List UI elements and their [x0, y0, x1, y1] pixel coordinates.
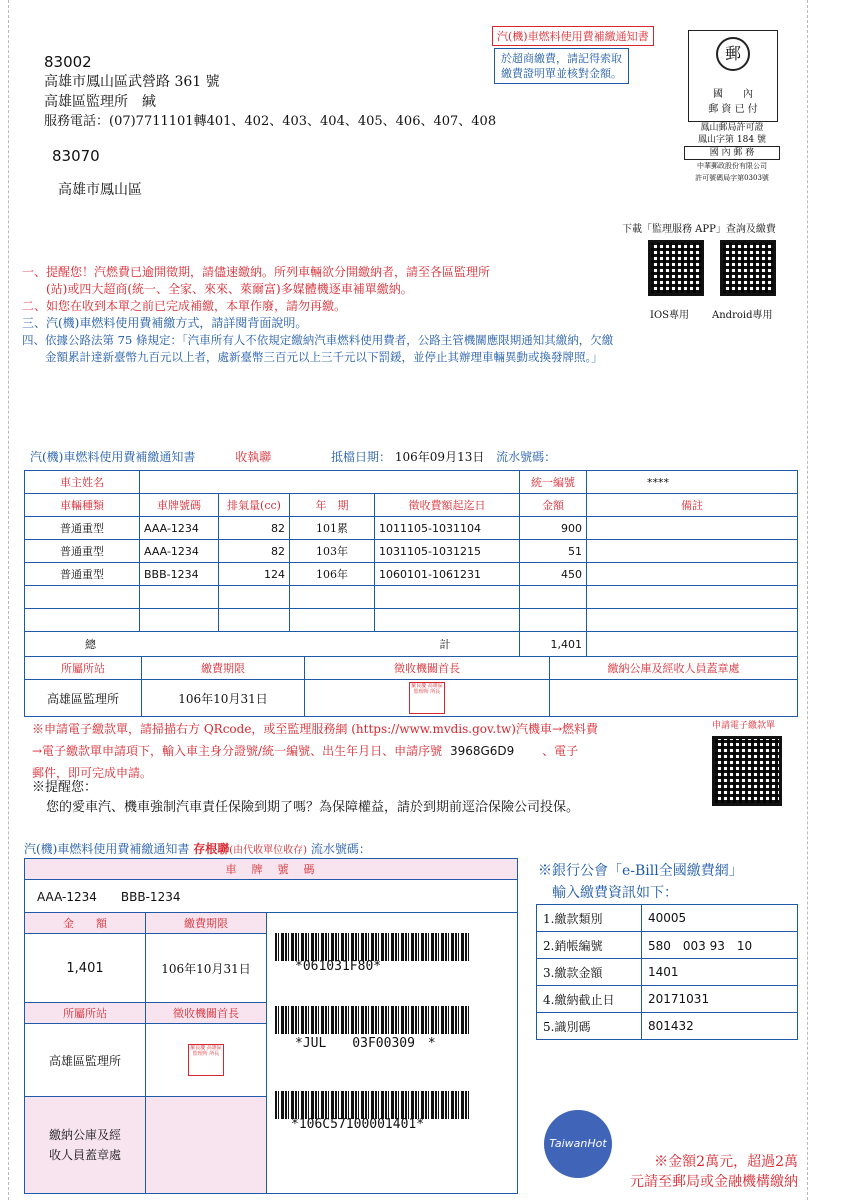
ebill-row	[537, 959, 798, 986]
col-remark: 備註	[587, 494, 798, 517]
col-vehicle-type: 車輛種類	[25, 494, 140, 517]
receipt-header	[30, 448, 800, 465]
stub-stamp-area	[146, 1097, 267, 1194]
postage-domestic: 國 內	[713, 89, 753, 100]
permit-line5: 許可號碼局字第0303號	[695, 174, 769, 182]
stub-stamp-label	[25, 1097, 146, 1194]
stamp-title: 汽(機)車燃料使用費補繳通知書	[492, 26, 654, 46]
col-amount: 金額	[520, 494, 587, 517]
barcode-3[interactable]	[275, 1091, 471, 1119]
cell-amount: 900	[520, 517, 587, 540]
table-row-empty	[25, 586, 798, 609]
cell-remark	[587, 540, 798, 563]
cell-cc: 82	[219, 540, 290, 563]
total-row	[25, 632, 798, 657]
stub-plates: AAA-1234 BBB-1234	[25, 880, 518, 913]
ebill-value: 20171031	[642, 986, 798, 1013]
cell-period: 103年	[290, 540, 375, 563]
barcode-2-text: *JUL 03F00309 *	[295, 1036, 436, 1051]
ebill-value: 1401	[642, 959, 798, 986]
sender-zip: 83002	[44, 53, 92, 71]
receipt-title: 汽(機)車燃料使用費補繳通知書	[30, 450, 196, 464]
perforation-right	[807, 0, 809, 1200]
total-label-1: 總	[85, 638, 96, 651]
cell-cc: 82	[219, 517, 290, 540]
chief-seal: 羅良慶 高雄區監理所 所長	[409, 682, 445, 714]
col-period: 年 期	[290, 494, 375, 517]
stub-amount-label: 金 額	[25, 913, 146, 934]
permit-line1: 鳳山郵局許可證	[700, 123, 764, 133]
ebill-label: 2.銷帳編號	[537, 932, 642, 959]
stub-type: 存根聯	[193, 842, 230, 856]
notice-2: 二、如您在收到本單之前已完成補繳，本單作廢，請勿再繳。	[22, 299, 347, 313]
stub-stamp-label-1: 繳納公庫及經	[48, 1128, 121, 1142]
cell-remark	[587, 563, 798, 586]
notice-3: 三、汽(機)車燃料使用費補繳方式，請詳閱背面說明。	[22, 316, 308, 330]
cell-plate: BBB-1234	[140, 563, 219, 586]
reminder-title: ※提醒您：	[32, 780, 98, 795]
android-label: Android專用	[712, 310, 773, 321]
uid-label: 統一編號	[520, 471, 587, 494]
cell-dates: 1060101-1061231	[375, 563, 520, 586]
ebill-table	[536, 904, 798, 1040]
ebill-value: 801432	[642, 1013, 798, 1040]
stub-chief-seal: 羅良慶 高雄區監理所 所長	[188, 1044, 224, 1076]
ebill-footer-2: 元請至郵局或金融機構繳納	[630, 1174, 798, 1190]
android-qr-code[interactable]	[720, 240, 776, 296]
stamp-note-line1: 於超商繳費，請記得索取	[501, 52, 622, 65]
table-row	[25, 563, 798, 586]
ebill-title	[538, 860, 743, 904]
total-value: 1,401	[520, 632, 587, 657]
stub-station: 高雄區監理所	[25, 1024, 146, 1097]
postage-box	[688, 30, 778, 122]
stamp-area-label: 繳納公庫及經收人員蓋章處	[550, 657, 798, 680]
total-label-2: 計	[439, 638, 451, 651]
table-row-empty	[25, 609, 798, 632]
ebill-apply-line1: ※申請電子繳款單，請掃描右方 QRcode，或至監理服務網 (https://www.mvdis.gov.tw)汽機車→燃料費	[32, 722, 599, 736]
cell-type: 普通重型	[25, 563, 140, 586]
stub-plate-header: 車 牌 號 碼	[25, 859, 518, 880]
barcode-1-text: *061031F80*	[295, 959, 382, 974]
receipt-date: 106年09月13日	[394, 450, 485, 464]
permit-block	[684, 122, 780, 184]
perforation-left	[8, 0, 10, 1200]
receipt-serial-label: 流水號碼：	[496, 450, 557, 464]
notice-4-cont: 金額累計達新臺幣九百元以上者，處新臺幣三百元以上三千元以下罰鍰，並停止其辦理車輛異動或換發牌照。」	[22, 350, 603, 364]
ebill-row	[537, 932, 798, 959]
reminder-text: 您的愛車汽、機車強制汽車責任保險到期了嗎？為保障權益，請於到期前逕洽保險公司投保。	[46, 800, 580, 815]
cell-amount: 450	[520, 563, 587, 586]
stub-header	[24, 840, 371, 857]
cell-dates: 1031105-1031215	[375, 540, 520, 563]
cell-plate: AAA-1234	[140, 517, 219, 540]
stub-amount: 1,401	[25, 934, 146, 1003]
notice-list	[22, 264, 613, 366]
receipt-table	[24, 470, 798, 657]
ios-qr-code[interactable]	[648, 240, 704, 296]
sender-block	[44, 52, 496, 132]
cell-remark	[587, 517, 798, 540]
col-cc: 排氣量(cc)	[219, 494, 290, 517]
deadline-label: 繳費期限	[142, 657, 305, 680]
cell-dates: 1011105-1031104	[375, 517, 520, 540]
stub-serial-label: 流水號碼：	[310, 842, 371, 856]
ebill-title-2: 輸入繳費資訊如下：	[552, 885, 678, 901]
cell-type: 普通重型	[25, 517, 140, 540]
deadline-value: 106年10月31日	[142, 680, 305, 717]
receipt-date-label: 抵檔日期：	[331, 450, 392, 464]
ebill-row	[537, 986, 798, 1013]
ebill-title-1: ※銀行公會「e-Bill全國繳費網」	[538, 863, 743, 879]
stamp-area	[550, 680, 798, 717]
permit-line2: 鳳山字第 184 號	[698, 135, 766, 145]
cell-type: 普通重型	[25, 540, 140, 563]
ebill-label: 3.繳款金額	[537, 959, 642, 986]
notice-1-cont: (站)或四大超商(統一、全家、來來、萊爾富)多媒體機逐車補單繳納。	[22, 282, 413, 296]
postage-paid: 郵 資 已 付	[708, 104, 758, 115]
table-row	[25, 540, 798, 563]
taiwanhot-watermark-icon: TaiwanHot	[544, 1110, 612, 1178]
ebill-qr-code[interactable]	[712, 736, 782, 806]
stamp-note	[494, 48, 629, 84]
owner-label: 車主姓名	[25, 471, 140, 494]
permit-line3: 國 內 郵 務	[684, 146, 780, 160]
table-row	[25, 517, 798, 540]
app-caption: 下載「監理服務 APP」查詢及繳費	[622, 224, 776, 235]
ebill-label: 1.繳款類別	[537, 905, 642, 932]
stub-deadline: 106年10月31日	[146, 934, 267, 1003]
col-dates: 徵收費額起迄日	[375, 494, 520, 517]
ebill-value: 40005	[642, 905, 798, 932]
ebill-value: 580 003 93 10	[642, 932, 798, 959]
cell-plate: AAA-1234	[140, 540, 219, 563]
ebill-row	[537, 905, 798, 932]
ebill-row	[537, 1013, 798, 1040]
col-plate: 車牌號碼	[140, 494, 219, 517]
cell-amount: 51	[520, 540, 587, 563]
stub-station-label: 所屬所站	[25, 1003, 146, 1024]
sender-address: 高雄市鳳山區武營路 361 號	[44, 74, 220, 90]
permit-line4: 中華郵政股份有限公司	[697, 162, 767, 170]
ebill-apply-line2b: 、電子	[542, 744, 579, 758]
ebill-label: 5.識別碼	[537, 1013, 642, 1040]
uid-value: ****	[587, 471, 798, 494]
total-label	[25, 632, 520, 657]
chief-seal-cell	[305, 680, 550, 717]
ebill-qr-label: 申請電子繳款單	[712, 721, 776, 731]
cell-period: 106年	[290, 563, 375, 586]
stub-table	[24, 858, 518, 1194]
receipt-footer-table	[24, 656, 798, 717]
station-label: 所屬所站	[25, 657, 142, 680]
cell-period: 101累	[290, 517, 375, 540]
apply-code: 3968G6D9	[449, 744, 515, 758]
stub-seal-cell	[146, 1024, 267, 1097]
ebill-apply-notice	[32, 718, 682, 784]
recipient-city: 高雄市鳳山區	[58, 182, 142, 198]
barcode-1[interactable]	[275, 933, 471, 961]
recipient-zip: 83070	[52, 147, 100, 165]
stub-chief-label: 徵收機關首長	[146, 1003, 267, 1024]
insurance-reminder	[32, 778, 579, 818]
receipt-type: 收執聯	[235, 450, 272, 464]
sender-office: 高雄區監理所 緘	[44, 94, 156, 110]
stamp-note-line2: 繳費證明單並核對金額。	[501, 67, 622, 80]
stub-title: 汽(機)車燃料使用費補繳通知書	[24, 842, 190, 856]
barcode-3-text: *106C57100001401*	[291, 1117, 425, 1132]
ios-label: IOS專用	[650, 310, 689, 321]
notice-1: 一、提醒您！汽燃費已逾開徵期，請儘速繳納。所列車輛欲分開繳納者，請至各區監理所	[22, 265, 491, 279]
barcode-cell	[267, 913, 518, 1194]
ebill-footer	[540, 1152, 798, 1192]
stub-deadline-label: 繳費期限	[146, 913, 267, 934]
ebill-apply-line2: →電子繳款單申請項下，輸入車主身分證號/統一編號、出生年月日、申請序號	[32, 744, 443, 758]
barcode-2[interactable]	[275, 1006, 471, 1034]
stub-type-note: (由代收單位收存)	[229, 845, 308, 856]
stub-stamp-label-2: 收人員蓋章處	[48, 1148, 121, 1162]
ebill-footer-1: ※金額2萬元，超過2萬	[654, 1154, 798, 1170]
station-value: 高雄區監理所	[25, 680, 142, 717]
chief-label: 徵收機關首長	[305, 657, 550, 680]
sender-phone: 服務電話：(07)7711101轉401、402、403、404、405、406、407、408	[44, 114, 497, 129]
cell-cc: 124	[219, 563, 290, 586]
postal-logo-icon: 郵	[716, 37, 750, 71]
ebill-label: 4.繳納截止日	[537, 986, 642, 1013]
owner-value	[140, 471, 520, 494]
ebill-apply-line3: 郵件，即可完成申請。	[32, 766, 153, 780]
notice-4: 四、依據公路法第 75 條規定：「汽車所有人不依規定繳納汽車燃料使用費者，公路主管機關應限期通知其繳納，欠繳	[22, 333, 614, 347]
